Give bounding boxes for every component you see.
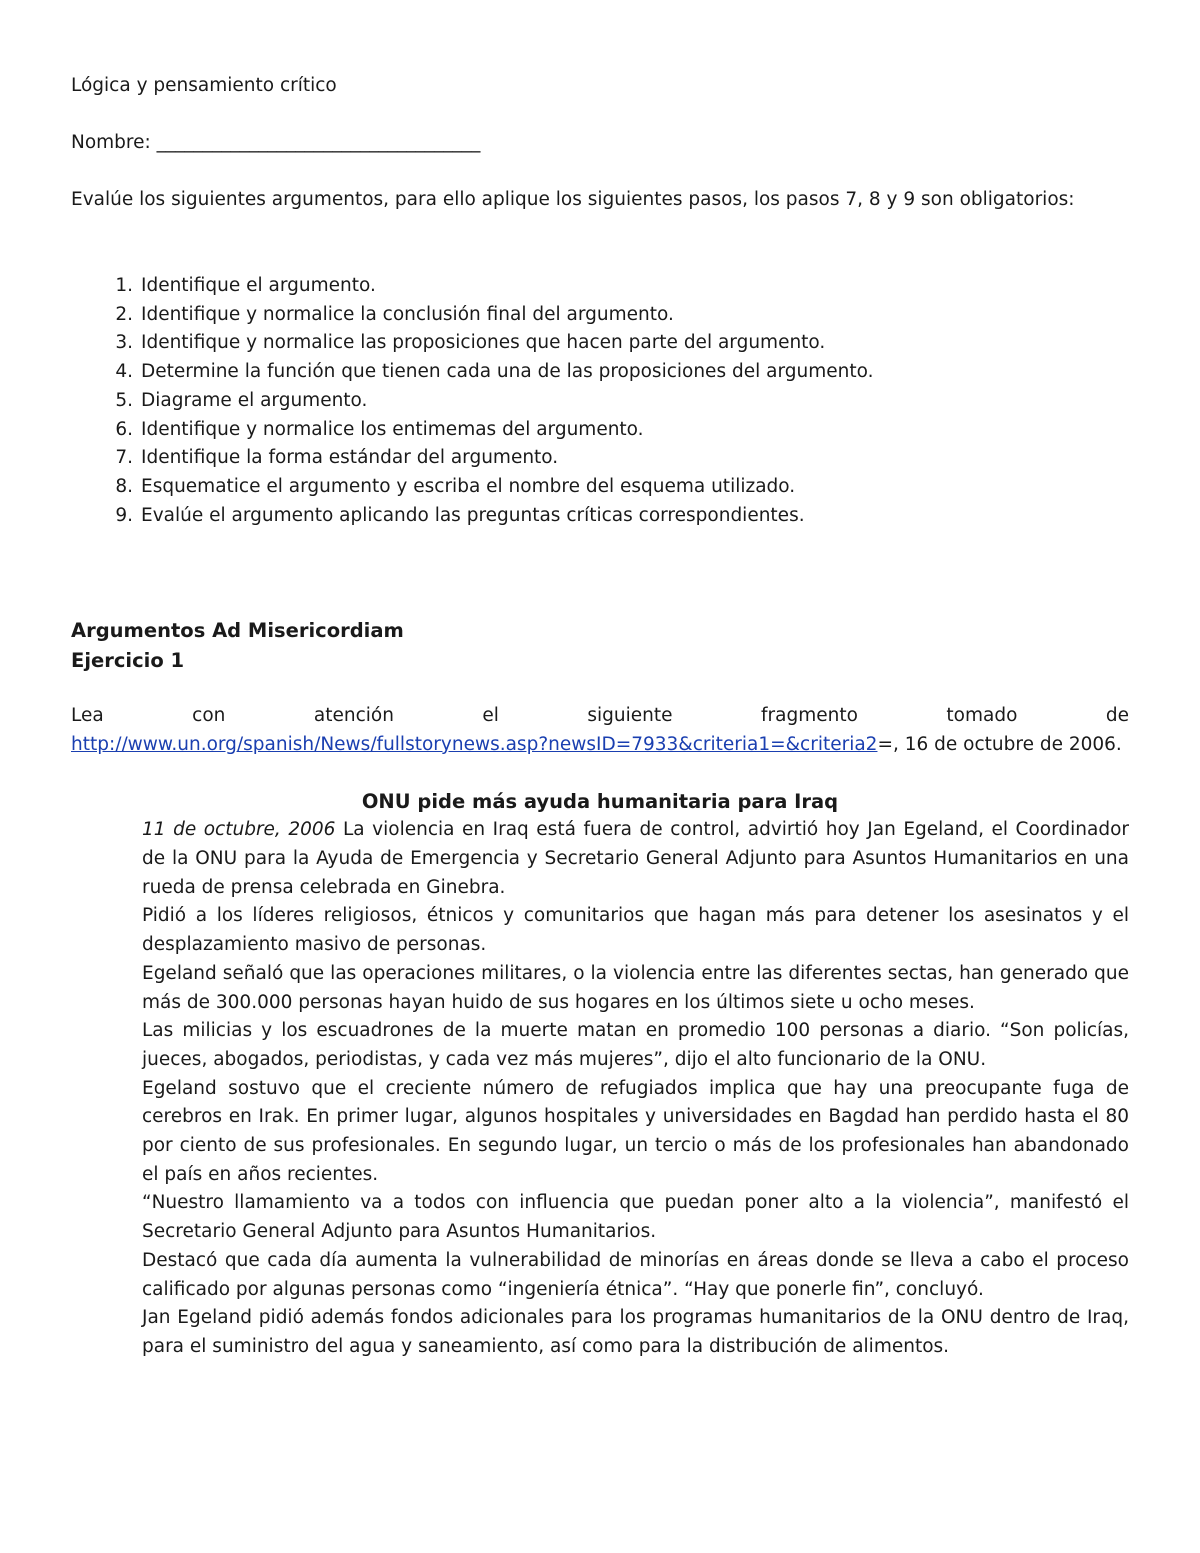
list-item-number: 7.: [115, 447, 133, 469]
list-item: [115, 301, 1129, 330]
list-item: [115, 444, 1129, 473]
course-title: Lógica y pensamiento crítico: [71, 75, 337, 96]
list-item-text: Esquematice el argumento y escriba el nombre del esquema utilizado.: [141, 475, 796, 497]
list-item: [115, 272, 1129, 301]
list-item-number: 4.: [115, 361, 133, 383]
list-item-number: 6.: [115, 418, 133, 440]
list-item-text: Identifique la forma estándar del argumento.: [141, 447, 559, 469]
list-item-text: Determine la función que tienen cada una de las proposiciones del argumento.: [141, 361, 874, 383]
list-item: [115, 329, 1129, 358]
list-item-number: 8.: [115, 475, 133, 497]
list-item-number: 2.: [115, 303, 133, 325]
article-paragraph: “Nuestro llamamiento va a todos con influencia que puedan poner alto a la violencia”, manifestó el Secretario General Adjunto para Asuntos Humanitarios.: [142, 1192, 1129, 1243]
section-heading: [71, 616, 1129, 676]
list-item-text: Evalúe el argumento aplicando las preguntas críticas correspondientes.: [141, 504, 805, 526]
list-item: [115, 358, 1129, 387]
list-item-text: Identifique y normalice la conclusión final del argumento.: [141, 303, 674, 325]
article-paragraph: Las milicias y los escuadrones de la muerte matan en promedio 100 personas a diario. “Son policías, jueces, abogados, periodistas, y cada vez más mujeres”, dijo el alto funcionario de la ONU.: [142, 1020, 1129, 1070]
article-paragraph-text: La violencia en Iraq está fuera de control, advirtió hoy Jan Egeland, el Coordinador de la ONU para la Ayuda de Emergencia y Secretario General Adjunto para Asuntos Humanitarios en una rueda de prensa celebrada en Ginebra.: [142, 819, 1130, 898]
list-item: [115, 502, 1129, 531]
list-item: [115, 416, 1129, 445]
article-paragraph: Destacó que cada día aumenta la vulnerabilidad de minorías en áreas donde se lleva a cabo el proceso calificado por algunas personas como “ingeniería étnica”. “Hay que ponerle fin”, concluyó.: [142, 1249, 1129, 1300]
section-title: Argumentos Ad Misericordiam: [71, 619, 404, 643]
list-item-text: Diagrame el argumento.: [141, 389, 368, 411]
steps-list: [71, 272, 1129, 530]
intro-tail: =, 16 de octubre de 2006.: [877, 733, 1122, 755]
list-item-text: Identifique y normalice las proposiciones que hacen parte del argumento.: [141, 332, 826, 354]
instructions-text: Evalúe los siguientes argumentos, para ello aplique los siguientes pasos, los pasos 7, 8 y 9 son obligatorios:: [71, 189, 1075, 210]
list-item-number: 3.: [115, 332, 133, 354]
article-paragraph: Egeland señaló que las operaciones militares, o la violencia entre las diferentes sectas, han generado que más de 300.000 personas hayan huido de sus hogares en los últimos siete u ocho meses.: [142, 962, 1129, 1013]
article-paragraph: Jan Egeland pidió además fondos adicionales para los programas humanitarios de la ONU dentro de Iraq, para el suministro del agua y saneamiento, así como para la distribución de alimentos.: [142, 1307, 1129, 1357]
article-paragraph: Pidió a los líderes religiosos, étnicos y comunitarios que hagan más para detener los asesinatos y el desplazamiento masivo de personas.: [142, 905, 1129, 956]
exercise-title: Ejercicio 1: [71, 649, 185, 673]
list-item-number: 5.: [115, 389, 133, 411]
document-page: [71, 72, 1129, 1362]
source-link[interactable]: http://www.un.org/spanish/News/fullstorynews.asp?newsID=7933&criteria1=&criteria2: [71, 733, 878, 755]
article-paragraph: Egeland sostuvo que el creciente número de refugiados implica que hay una preocupante fuga de cerebros en Irak. En primer lugar, algunos hospitales y universidades en Bagdad han perdido hasta el 80 por ciento de sus profesionales. En segundo lugar, un tercio o más de los profesionales han abandonado el país en años recientes.: [142, 1077, 1129, 1185]
list-item: [115, 387, 1129, 416]
list-item-number: 1.: [115, 275, 133, 296]
list-item-text: Identifique el argumento.: [141, 275, 376, 296]
intro-lead: Lea con atención el siguiente fragmento tomado de: [71, 705, 1129, 727]
article-title: ONU pide más ayuda humanitaria para Iraq: [361, 790, 839, 814]
list-item-number: 9.: [115, 504, 133, 526]
article-date: 11 de octubre, 2006: [142, 819, 336, 841]
list-item: [115, 473, 1129, 502]
intro-paragraph: [71, 702, 1129, 759]
article-paragraph: [142, 816, 1129, 902]
article-body: [142, 816, 1129, 1361]
list-item-text: Identifique y normalice los entimemas del argumento.: [141, 418, 644, 440]
name-field-label: Nombre: ___________________________________: [71, 132, 481, 153]
